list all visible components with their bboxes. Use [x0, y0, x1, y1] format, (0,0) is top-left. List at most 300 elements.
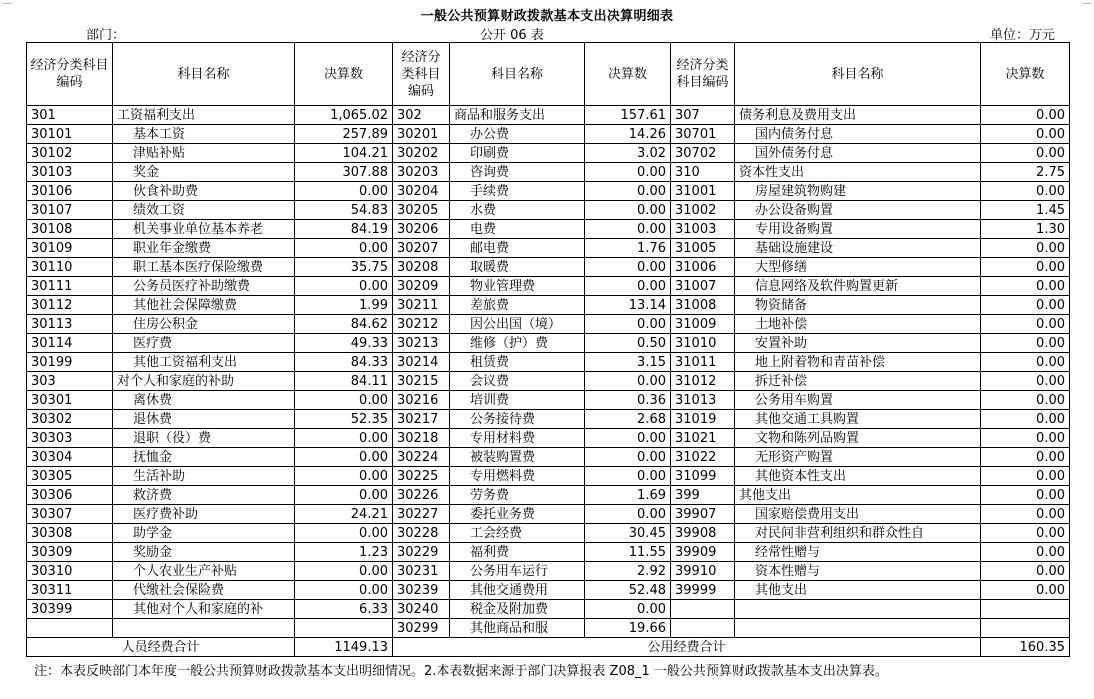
amount-cell: 0.00: [585, 201, 671, 220]
name-cell: 对个人和家庭的补助: [113, 372, 295, 391]
amount-cell: [981, 619, 1070, 638]
name-cell: 生活补助: [113, 467, 295, 486]
code-cell: 30109: [27, 239, 113, 258]
code-cell: 30102: [27, 144, 113, 163]
table-row: [27, 619, 1070, 638]
code-cell: 39909: [671, 543, 735, 562]
amount-cell: 0.00: [981, 372, 1070, 391]
amount-cell: 1.30: [981, 220, 1070, 239]
table-row: [27, 220, 1070, 239]
name-cell: 维修（护）费: [450, 334, 585, 353]
amount-cell: 0.00: [295, 239, 393, 258]
table-row: [27, 201, 1070, 220]
table-row: [27, 524, 1070, 543]
code-cell: 30239: [393, 581, 450, 600]
amount-cell: 157.61: [585, 106, 671, 125]
name-cell: 津贴补贴: [113, 144, 295, 163]
code-cell: 30702: [671, 144, 735, 163]
code-cell: [671, 600, 735, 619]
code-cell: 30299: [393, 619, 450, 638]
code-cell: 30306: [27, 486, 113, 505]
name-cell: 电费: [450, 220, 585, 239]
name-cell: 资本性赠与: [735, 562, 981, 581]
amount-cell: 0.00: [585, 448, 671, 467]
amount-cell: [981, 600, 1070, 619]
header-name: 科目名称: [450, 43, 585, 106]
amount-cell: 0.00: [585, 429, 671, 448]
table-row: [27, 410, 1070, 429]
name-cell: 其他支出: [735, 581, 981, 600]
code-cell: 30112: [27, 296, 113, 315]
name-cell: 助学金: [113, 524, 295, 543]
public-total-value: 160.35: [981, 638, 1070, 657]
amount-cell: 84.33: [295, 353, 393, 372]
name-cell: 经常性赠与: [735, 543, 981, 562]
code-cell: 30216: [393, 391, 450, 410]
name-cell: [735, 619, 981, 638]
table-row: [27, 353, 1070, 372]
code-cell: 31007: [671, 277, 735, 296]
name-cell: 大型修缮: [735, 258, 981, 277]
amount-cell: 0.00: [981, 334, 1070, 353]
table-row: [27, 334, 1070, 353]
table-code: 公开 06 表: [480, 28, 544, 43]
table-row: [27, 372, 1070, 391]
name-cell: 基本工资: [113, 125, 295, 144]
code-cell: 301: [27, 106, 113, 125]
code-cell: 30304: [27, 448, 113, 467]
amount-cell: 0.00: [981, 106, 1070, 125]
code-cell: 31003: [671, 220, 735, 239]
table-row: [27, 163, 1070, 182]
table-row: [27, 600, 1070, 619]
name-cell: 其他商品和服: [450, 619, 585, 638]
amount-cell: 0.00: [585, 467, 671, 486]
code-cell: 30214: [393, 353, 450, 372]
name-cell: 工会经费: [450, 524, 585, 543]
code-cell: 31002: [671, 201, 735, 220]
amount-cell: 49.33: [295, 334, 393, 353]
code-cell: 30301: [27, 391, 113, 410]
code-cell: 39907: [671, 505, 735, 524]
code-cell: 30225: [393, 467, 450, 486]
name-cell: 职工基本医疗保险缴费: [113, 258, 295, 277]
expenditure-table: [26, 42, 1070, 657]
code-cell: 30308: [27, 524, 113, 543]
unit-label: 单位：万元: [990, 28, 1056, 43]
name-cell: 土地补偿: [735, 315, 981, 334]
header-amount: 决算数: [585, 43, 671, 106]
code-cell: 302: [393, 106, 450, 125]
name-cell: 商品和服务支出: [450, 106, 585, 125]
name-cell: 公务用车运行: [450, 562, 585, 581]
name-cell: 劳务费: [450, 486, 585, 505]
amount-cell: 13.14: [585, 296, 671, 315]
amount-cell: 0.00: [981, 467, 1070, 486]
code-cell: 30108: [27, 220, 113, 239]
code-cell: 30213: [393, 334, 450, 353]
code-cell: [27, 619, 113, 638]
amount-cell: 0.00: [585, 258, 671, 277]
name-cell: 奖励金: [113, 543, 295, 562]
name-cell: 退职（役）费: [113, 429, 295, 448]
amount-cell: 1.76: [585, 239, 671, 258]
code-cell: 30212: [393, 315, 450, 334]
name-cell: 抚恤金: [113, 448, 295, 467]
amount-cell: 0.00: [585, 505, 671, 524]
name-cell: 物业管理费: [450, 277, 585, 296]
amount-cell: 1.99: [295, 296, 393, 315]
name-cell: [735, 600, 981, 619]
amount-cell: 0.00: [981, 410, 1070, 429]
amount-cell: 0.00: [981, 125, 1070, 144]
code-cell: 30231: [393, 562, 450, 581]
amount-cell: 0.36: [585, 391, 671, 410]
amount-cell: 0.00: [585, 372, 671, 391]
code-cell: 30113: [27, 315, 113, 334]
amount-cell: 84.19: [295, 220, 393, 239]
code-cell: 31099: [671, 467, 735, 486]
amount-cell: 0.00: [981, 353, 1070, 372]
code-cell: 30217: [393, 410, 450, 429]
code-cell: 31012: [671, 372, 735, 391]
amount-cell: 1.23: [295, 543, 393, 562]
amount-cell: 11.55: [585, 543, 671, 562]
table-row: [27, 106, 1070, 125]
name-cell: 办公费: [450, 125, 585, 144]
code-cell: 303: [27, 372, 113, 391]
name-cell: 公务员医疗补助缴费: [113, 277, 295, 296]
code-cell: 30240: [393, 600, 450, 619]
amount-cell: 0.00: [981, 524, 1070, 543]
name-cell: 地上附着物和青苗补偿: [735, 353, 981, 372]
table-row: [27, 562, 1070, 581]
footnote: 注：本表反映部门本年度一般公共预算财政拨款基本支出明细情况。2.本表数据来源于部门决算报表 Z08_1 一般公共预算财政拨款基本支出决算表。: [34, 664, 888, 679]
name-cell: 公务用车购置: [735, 391, 981, 410]
name-cell: 职业年金缴费: [113, 239, 295, 258]
amount-cell: 0.00: [295, 524, 393, 543]
code-cell: 30209: [393, 277, 450, 296]
name-cell: 专用材料费: [450, 429, 585, 448]
amount-cell: 0.00: [585, 277, 671, 296]
name-cell: 取暖费: [450, 258, 585, 277]
amount-cell: 0.00: [981, 277, 1070, 296]
code-cell: 31019: [671, 410, 735, 429]
amount-cell: 0.00: [981, 486, 1070, 505]
amount-cell: 104.21: [295, 144, 393, 163]
name-cell: 伙食补助费: [113, 182, 295, 201]
header-code: 经济分类科目编码: [671, 43, 735, 106]
table-row: [27, 391, 1070, 410]
amount-cell: 6.33: [295, 600, 393, 619]
name-cell: [113, 619, 295, 638]
name-cell: 因公出国（境）: [450, 315, 585, 334]
code-cell: 30205: [393, 201, 450, 220]
amount-cell: 0.00: [295, 429, 393, 448]
name-cell: 个人农业生产补贴: [113, 562, 295, 581]
name-cell: 办公设备购置: [735, 201, 981, 220]
code-cell: 31013: [671, 391, 735, 410]
amount-cell: [295, 619, 393, 638]
name-cell: 专用设备购置: [735, 220, 981, 239]
table-row: [27, 467, 1070, 486]
name-cell: 其他社会保障缴费: [113, 296, 295, 315]
header-row: [27, 43, 1070, 106]
name-cell: 代缴社会保险费: [113, 581, 295, 600]
code-cell: 30307: [27, 505, 113, 524]
name-cell: 绩效工资: [113, 201, 295, 220]
table-row: [27, 144, 1070, 163]
code-cell: 30199: [27, 353, 113, 372]
totals-row: [27, 638, 1070, 657]
amount-cell: 0.00: [981, 315, 1070, 334]
code-cell: 30228: [393, 524, 450, 543]
code-cell: 31022: [671, 448, 735, 467]
code-cell: 30202: [393, 144, 450, 163]
code-cell: 30227: [393, 505, 450, 524]
code-cell: 30305: [27, 467, 113, 486]
code-cell: 310: [671, 163, 735, 182]
name-cell: 国家赔偿费用支出: [735, 505, 981, 524]
code-cell: 30302: [27, 410, 113, 429]
name-cell: 差旅费: [450, 296, 585, 315]
name-cell: 离休费: [113, 391, 295, 410]
amount-cell: 0.00: [981, 296, 1070, 315]
code-cell: 31021: [671, 429, 735, 448]
amount-cell: 2.92: [585, 562, 671, 581]
amount-cell: 19.66: [585, 619, 671, 638]
table-row: [27, 125, 1070, 144]
name-cell: 手续费: [450, 182, 585, 201]
code-cell: 30207: [393, 239, 450, 258]
code-cell: 31009: [671, 315, 735, 334]
code-cell: 39910: [671, 562, 735, 581]
name-cell: 税金及附加费: [450, 600, 585, 619]
amount-cell: 30.45: [585, 524, 671, 543]
amount-cell: 0.00: [295, 562, 393, 581]
name-cell: 奖金: [113, 163, 295, 182]
name-cell: 水费: [450, 201, 585, 220]
code-cell: 30203: [393, 163, 450, 182]
amount-cell: 0.00: [295, 448, 393, 467]
name-cell: 邮电费: [450, 239, 585, 258]
amount-cell: 1,065.02: [295, 106, 393, 125]
amount-cell: 257.89: [295, 125, 393, 144]
code-cell: 39908: [671, 524, 735, 543]
amount-cell: 0.00: [981, 239, 1070, 258]
code-cell: 31011: [671, 353, 735, 372]
table-row: [27, 315, 1070, 334]
amount-cell: 3.15: [585, 353, 671, 372]
amount-cell: 0.00: [295, 486, 393, 505]
name-cell: 租赁费: [450, 353, 585, 372]
name-cell: 信息网络及软件购置更新: [735, 277, 981, 296]
name-cell: 工资福利支出: [113, 106, 295, 125]
amount-cell: 0.00: [981, 562, 1070, 581]
header-code: 经济分类科目编码: [393, 43, 450, 106]
code-cell: 30110: [27, 258, 113, 277]
amount-cell: 0.00: [981, 543, 1070, 562]
code-cell: 39999: [671, 581, 735, 600]
amount-cell: 2.68: [585, 410, 671, 429]
code-cell: 30106: [27, 182, 113, 201]
name-cell: 其他工资福利支出: [113, 353, 295, 372]
code-cell: 30701: [671, 125, 735, 144]
code-cell: 31005: [671, 239, 735, 258]
name-cell: 其他支出: [735, 486, 981, 505]
name-cell: 其他资本性支出: [735, 467, 981, 486]
amount-cell: 0.00: [295, 277, 393, 296]
amount-cell: 54.83: [295, 201, 393, 220]
code-cell: 30111: [27, 277, 113, 296]
amount-cell: 35.75: [295, 258, 393, 277]
amount-cell: 0.00: [585, 163, 671, 182]
name-cell: 咨询费: [450, 163, 585, 182]
code-cell: 30206: [393, 220, 450, 239]
amount-cell: 52.35: [295, 410, 393, 429]
code-cell: 307: [671, 106, 735, 125]
name-cell: 物资储备: [735, 296, 981, 315]
amount-cell: 0.00: [295, 467, 393, 486]
table-title: 一般公共预算财政拨款基本支出决算明细表: [420, 9, 674, 24]
amount-cell: 0.00: [981, 391, 1070, 410]
name-cell: 国内债务付息: [735, 125, 981, 144]
name-cell: 无形资产购置: [735, 448, 981, 467]
name-cell: 对民间非营利组织和群众性自: [735, 524, 981, 543]
header-amount: 决算数: [981, 43, 1070, 106]
name-cell: 住房公积金: [113, 315, 295, 334]
amount-cell: 0.00: [585, 315, 671, 334]
code-cell: 30309: [27, 543, 113, 562]
amount-cell: 2.75: [981, 163, 1070, 182]
code-cell: 30310: [27, 562, 113, 581]
code-cell: 30224: [393, 448, 450, 467]
code-cell: 30101: [27, 125, 113, 144]
name-cell: 其他交通工具购置: [735, 410, 981, 429]
code-cell: 30114: [27, 334, 113, 353]
name-cell: 拆迁补偿: [735, 372, 981, 391]
code-cell: 30208: [393, 258, 450, 277]
table-row: [27, 486, 1070, 505]
name-cell: 退休费: [113, 410, 295, 429]
amount-cell: 0.00: [585, 600, 671, 619]
amount-cell: 0.00: [981, 581, 1070, 600]
name-cell: 委托业务费: [450, 505, 585, 524]
name-cell: 资本性支出: [735, 163, 981, 182]
code-cell: 30103: [27, 163, 113, 182]
code-cell: 399: [671, 486, 735, 505]
amount-cell: 0.00: [295, 581, 393, 600]
table-row: [27, 239, 1070, 258]
name-cell: 债务利息及费用支出: [735, 106, 981, 125]
amount-cell: 24.21: [295, 505, 393, 524]
table-row: [27, 258, 1070, 277]
code-cell: 31010: [671, 334, 735, 353]
amount-cell: 84.11: [295, 372, 393, 391]
name-cell: 机关事业单位基本养老: [113, 220, 295, 239]
amount-cell: 0.00: [585, 182, 671, 201]
name-cell: 其他对个人和家庭的补: [113, 600, 295, 619]
code-cell: 30226: [393, 486, 450, 505]
name-cell: 医疗费补助: [113, 505, 295, 524]
amount-cell: 3.02: [585, 144, 671, 163]
code-cell: 30303: [27, 429, 113, 448]
code-cell: 30201: [393, 125, 450, 144]
code-cell: 30204: [393, 182, 450, 201]
name-cell: 印刷费: [450, 144, 585, 163]
department-label: 部门：: [86, 28, 126, 43]
amount-cell: 0.00: [295, 182, 393, 201]
amount-cell: 0.00: [981, 258, 1070, 277]
personnel-total-value: 1149.13: [295, 638, 393, 657]
name-cell: 国外债务付息: [735, 144, 981, 163]
table-row: [27, 182, 1070, 201]
name-cell: 培训费: [450, 391, 585, 410]
amount-cell: 1.45: [981, 201, 1070, 220]
code-cell: 30211: [393, 296, 450, 315]
code-cell: [671, 619, 735, 638]
code-cell: 30218: [393, 429, 450, 448]
public-total-label: 公用经费合计: [393, 638, 981, 657]
code-cell: 30107: [27, 201, 113, 220]
name-cell: 公务接待费: [450, 410, 585, 429]
amount-cell: 0.00: [981, 448, 1070, 467]
amount-cell: 0.00: [981, 505, 1070, 524]
table-row: [27, 448, 1070, 467]
header-name: 科目名称: [735, 43, 981, 106]
amount-cell: 0.00: [295, 391, 393, 410]
header-name: 科目名称: [113, 43, 295, 106]
code-cell: 31001: [671, 182, 735, 201]
amount-cell: 0.00: [585, 220, 671, 239]
code-cell: 30215: [393, 372, 450, 391]
name-cell: 医疗费: [113, 334, 295, 353]
table-row: [27, 429, 1070, 448]
name-cell: 文物和陈列品购置: [735, 429, 981, 448]
amount-cell: 0.00: [981, 182, 1070, 201]
amount-cell: 0.00: [981, 144, 1070, 163]
code-cell: 31006: [671, 258, 735, 277]
name-cell: 基础设施建设: [735, 239, 981, 258]
table-row: [27, 543, 1070, 562]
name-cell: 其他交通费用: [450, 581, 585, 600]
code-cell: 31008: [671, 296, 735, 315]
table-row: [27, 505, 1070, 524]
name-cell: 福利费: [450, 543, 585, 562]
code-cell: 30311: [27, 581, 113, 600]
name-cell: 救济费: [113, 486, 295, 505]
amount-cell: 307.88: [295, 163, 393, 182]
code-cell: 30399: [27, 600, 113, 619]
amount-cell: 0.50: [585, 334, 671, 353]
table-row: [27, 296, 1070, 315]
table-row: [27, 277, 1070, 296]
name-cell: 会议费: [450, 372, 585, 391]
name-cell: 安置补助: [735, 334, 981, 353]
header-amount: 决算数: [295, 43, 393, 106]
amount-cell: 1.69: [585, 486, 671, 505]
name-cell: 专用燃料费: [450, 467, 585, 486]
table-row: [27, 581, 1070, 600]
amount-cell: 52.48: [585, 581, 671, 600]
header-code: 经济分类科目编码: [27, 43, 113, 106]
amount-cell: 0.00: [981, 429, 1070, 448]
personnel-total-label: 人员经费合计: [27, 638, 295, 657]
amount-cell: 84.62: [295, 315, 393, 334]
amount-cell: 14.26: [585, 125, 671, 144]
code-cell: 30229: [393, 543, 450, 562]
name-cell: 被装购置费: [450, 448, 585, 467]
